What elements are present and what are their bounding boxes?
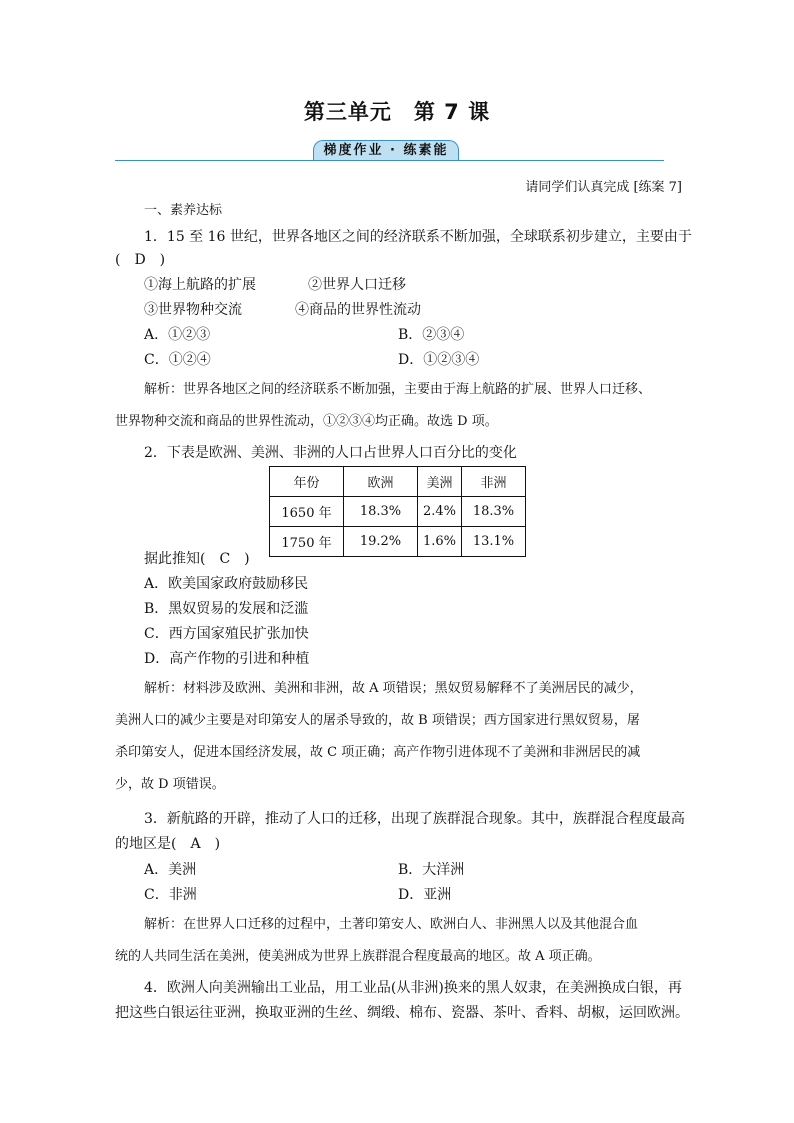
q3-option-c: C．非洲	[144, 887, 197, 903]
q2-explanation: 解析：材料涉及欧洲、美洲和非洲，故 A 项错误；黑奴贸易解释不了美洲居民的减少，	[144, 681, 643, 696]
q1-stem: 1．15 至 16 世纪，世界各地区之间的经济联系不断加强，全球联系初步建立，主要由于	[144, 229, 692, 245]
q2-explanation-cont: 美洲人口的减少主要是对印第安人的屠杀导致的，故 B 项错误；西方国家进行黑奴贸易，屠	[115, 713, 640, 728]
table-header-row	[270, 467, 526, 497]
q4-stem: 4．欧洲人向美洲输出工业品，用工业品(从非洲)换来的黑人奴隶，在美洲换成白银，再	[144, 980, 682, 996]
table-row	[270, 527, 526, 557]
table-header-cell: 年份	[270, 467, 344, 497]
q3-option-a: A．美洲	[144, 862, 197, 878]
q1-item-3: ③世界物种交流	[144, 302, 242, 318]
table-cell: 19.2%	[344, 527, 418, 557]
table-header-cell: 非洲	[462, 467, 526, 497]
q2-explanation-cont: 少，故 D 项错误。	[115, 777, 225, 792]
q2-question: 据此推知( C )	[144, 551, 250, 567]
q2-option-a: A．欧美国家政府鼓励移民	[144, 576, 309, 592]
table-header-cell: 欧洲	[344, 467, 418, 497]
q1-explanation-cont: 世界物种交流和商品的世界性流动，①②③④均正确。故选 D 项。	[115, 414, 498, 429]
table-cell: 2.4%	[418, 497, 462, 527]
q3-explanation-cont: 统的人共同生活在美洲，使美洲成为世界上族群混合程度最高的地区。故 A 项正确。	[115, 949, 601, 964]
section-banner: 梯度作业 · 练素能	[313, 140, 459, 161]
assignment-note: 请同学们认真完成 [练案 7]	[525, 180, 682, 195]
q2-stem: 2．下表是欧洲、美洲、非洲的人口占世界人口百分比的变化	[144, 445, 517, 461]
q3-option-d: D．亚洲	[398, 887, 452, 903]
table-cell: 18.3%	[344, 497, 418, 527]
q1-item-1: ①海上航路的扩展	[144, 277, 256, 293]
table-cell: 18.3%	[462, 497, 526, 527]
q3-stem-cont: 的地区是( A )	[115, 836, 221, 852]
q2-option-d: D．高产作物的引进和种植	[144, 651, 310, 667]
table-header-cell: 美洲	[418, 467, 462, 497]
population-table	[269, 466, 526, 557]
q1-option-a: A．①②③	[144, 327, 211, 343]
q3-explanation: 解析：在世界人口迁移的过程中，土著印第安人、欧洲白人、非洲黑人以及其他混合血	[144, 917, 639, 932]
page-title: 第三单元 第 7 课	[303, 100, 491, 124]
q1-option-b: B．②③④	[398, 327, 465, 343]
header-divider	[115, 160, 664, 161]
q1-option-d: D．①②③④	[398, 352, 480, 368]
q2-option-b: B．黑奴贸易的发展和泛滥	[144, 601, 309, 617]
q4-stem-cont: 把这些白银运往亚洲，换取亚洲的生丝、绸缎、棉布、瓷器、茶叶、香料、胡椒，运回欧洲。	[115, 1005, 689, 1021]
table-cell: 13.1%	[462, 527, 526, 557]
q1-item-4: ④商品的世界性流动	[295, 302, 421, 318]
q1-option-c: C．①②④	[144, 352, 211, 368]
q1-answer: ( D )	[115, 252, 166, 268]
q2-option-c: C．西方国家殖民扩张加快	[144, 626, 309, 642]
q1-explanation: 解析：世界各地区之间的经济联系不断加强，主要由于海上航路的扩展、世界人口迁移、	[144, 382, 652, 397]
q3-option-b: B．大洋洲	[398, 862, 465, 878]
table-cell: 1650 年	[270, 497, 344, 527]
q3-stem: 3．新航路的开辟，推动了人口的迁移，出现了族群混合现象。其中，族群混合程度最高	[144, 811, 685, 827]
table-cell: 1.6%	[418, 527, 462, 557]
table-cell: 1750 年	[270, 527, 344, 557]
section-heading: 一、素养达标	[144, 203, 223, 218]
table-row	[270, 497, 526, 527]
q1-item-2: ②世界人口迁移	[308, 277, 406, 293]
q2-explanation-cont: 杀印第安人，促进本国经济发展，故 C 项正确；高产作物引进体现不了美洲和非洲居民的减	[115, 745, 641, 760]
